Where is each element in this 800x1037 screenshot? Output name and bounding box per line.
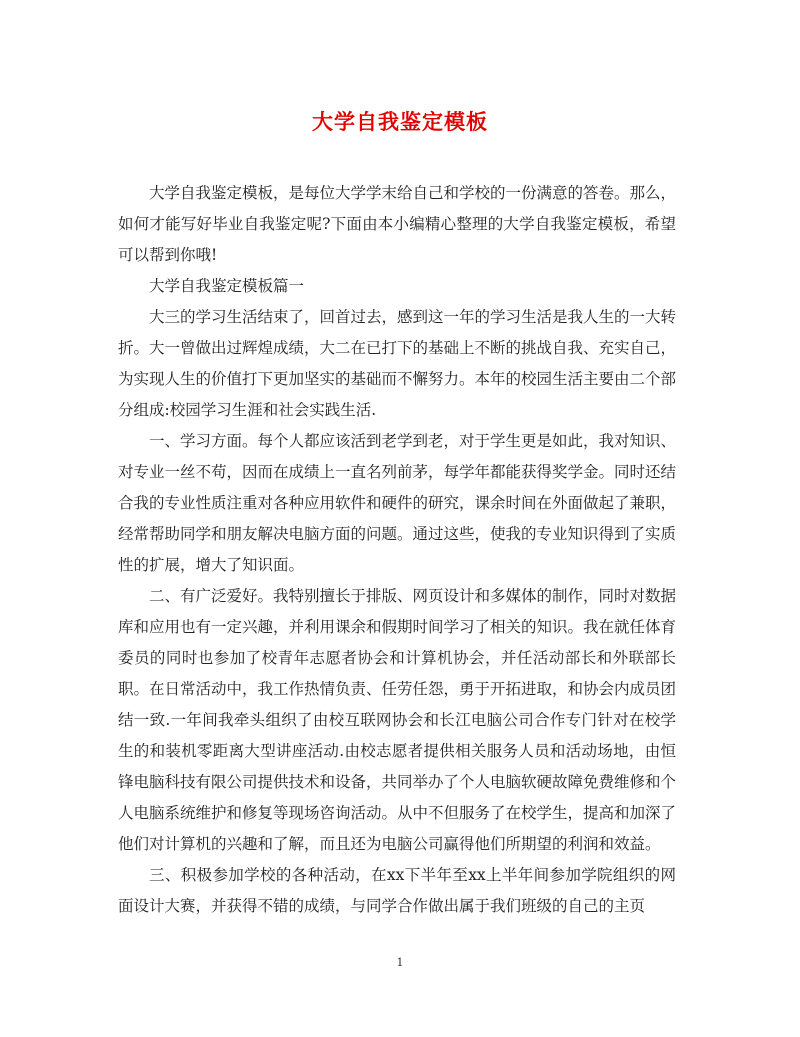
document-title: 大学自我鉴定模板 bbox=[312, 109, 488, 134]
body-paragraph: 一、学习方面。每个人都应该活到老学到老，对于学生更是如此，我对知识、对专业一丝不苟，因而在成绩上一直名列前茅，每学年都能获得奖学金。同时还结合我的专业性质注重对各种应用软件和硬件的研究，课余时间在外面做起了兼职，经常帮助同学和朋友解决电脑方面的问题。通过这些，使我的专业知识得到了实质性的扩展，增大了知识面。 bbox=[118, 432, 677, 574]
document-body bbox=[118, 178, 676, 922]
body-paragraph: 大三的学习生活结束了，回首过去，感到这一年的学习生活是我人生的一大转折。大一曾做出过辉煌成绩，大二在已打下的基础上不断的挑战自我、充实自己，为实现人生的价值打下更加坚实的基础而不懈努力。本年的校园生活主要由二个部分组成:校园学习生涯和社会实践生活. bbox=[118, 308, 677, 419]
intro-paragraph: 大学自我鉴定模板，是每位大学学末给自己和学校的一份满意的答卷。那么，如何才能写好毕业自我鉴定呢?下面由本小编精心整理的大学自我鉴定模板，希望可以帮到你哦! bbox=[118, 184, 677, 264]
section-heading: 大学自我鉴定模板篇一 bbox=[149, 277, 305, 295]
body-paragraph: 三、积极参加学校的各种活动，在xx下半年至xx上半年间参加学院组织的网面设计大赛，并获得不错的成绩，与同学合作做出属于我们班级的自己的主页 bbox=[118, 866, 676, 915]
page-number: 1 bbox=[396, 956, 404, 969]
body-paragraph: 二、有广泛爱好。我特别擅长于排版、网页设计和多媒体的制作，同时对数据库和应用也有一定兴趣，并利用课余和假期时间学习了相关的知识。我在就任体育委员的同时也参加了校青年志愿者协会和计算机协会，并任活动部长和外联部长职。在日常活动中，我工作热情负责、任劳任怨，勇于开拓进取，和协会内成员团结一致.一年间我牵头组织了由校互联网协会和长江电脑公司合作专门针对在校学生的和装机零距离大型讲座活动.由校志愿者提供相关服务人员和活动场地，由恒锋电脑科技有限公司提供技术和设备，共同举办了个人电脑软硬故障免费维修和个人电脑系统维护和修复等现场咨询活动。从中不但服务了在校学生，提高和加深了他们对计算机的兴趣和了解，而且还为电脑公司赢得他们所期望的利润和效益。 bbox=[118, 587, 677, 853]
